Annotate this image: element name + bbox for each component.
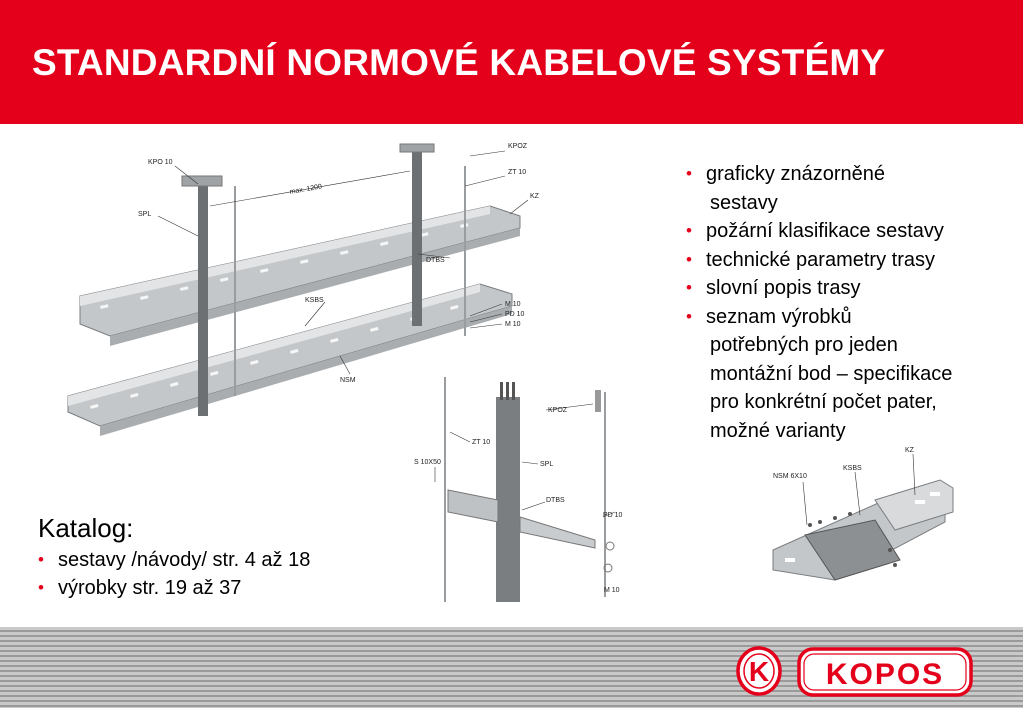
feature-item: • technické parametry trasy — [686, 246, 1016, 275]
detail-label-dtbs: DTBS — [546, 497, 565, 504]
catalog-item: • výrobky str. 19 až 37 — [38, 574, 378, 602]
svg-text:KOPOS: KOPOS — [825, 658, 945, 691]
feature-list — [686, 160, 1016, 445]
title-bar — [0, 0, 1023, 124]
kopos-mark-logo — [735, 645, 783, 697]
label-ksbs: KSBS — [305, 297, 324, 304]
bullet-icon: • — [686, 278, 692, 297]
label-nsm: NSM — [340, 377, 356, 384]
catalog-title: Katalog: — [38, 513, 134, 543]
label-spl: SPL — [138, 211, 152, 218]
svg-text:K: K — [748, 656, 770, 687]
feature-item: • graficky znázorněné sestavy — [686, 160, 1016, 217]
label-kpo10: KPO 10 — [148, 159, 173, 166]
detail-label-m10: M 10 — [604, 587, 620, 594]
bullet-icon: • — [686, 164, 692, 183]
feature-item: • slovní popis trasy — [686, 274, 1016, 303]
bracket-detail-drawing — [410, 372, 640, 607]
bullet-icon: • — [38, 578, 44, 597]
label-m10-lower: M 10 — [505, 321, 521, 328]
label-pd10: PD 10 — [505, 311, 525, 318]
tray-joint-drawing — [765, 440, 955, 610]
bullet-icon: • — [686, 221, 692, 240]
feature-item: • požární klasifikace sestavy — [686, 217, 1016, 246]
joint-label-kz: KZ — [905, 447, 914, 454]
joint-label-ksbs: KSBS — [843, 465, 862, 472]
catalog-list — [38, 546, 378, 602]
joint-label-nsm: NSM 6X10 — [773, 473, 807, 480]
detail-label-spl: SPL — [540, 461, 554, 468]
detail-label-s10x50: S 10X50 — [414, 459, 441, 466]
label-m10-upper: M 10 — [505, 301, 521, 308]
catalog-section — [38, 512, 378, 602]
detail-label-pd10: PD 10 — [603, 512, 623, 519]
catalog-item: • sestavy /návody/ str. 4 až 18 — [38, 546, 378, 574]
page-title: STANDARDNÍ NORMOVÉ KABELOVÉ SYSTÉMY — [32, 42, 886, 83]
label-max-span: max. 1200 — [289, 183, 323, 196]
label-dtbs: DTBS — [426, 257, 445, 264]
kopos-wordmark-logo — [797, 647, 973, 697]
feature-item: • seznam výrobků potřebných pro jeden montážní bod – specifikace pro konkrétní počet pater, možné varianty — [686, 303, 1016, 446]
bullet-icon: • — [686, 306, 692, 326]
detail-label-zt10: ZT 10 — [472, 439, 491, 446]
label-zt10: ZT 10 — [508, 169, 527, 176]
label-kpoz: KPOZ — [508, 143, 528, 150]
bullet-icon: • — [38, 550, 44, 569]
label-kz: KZ — [530, 193, 539, 200]
detail-label-kpoz: KPOZ — [548, 407, 568, 414]
bullet-icon: • — [686, 249, 692, 269]
